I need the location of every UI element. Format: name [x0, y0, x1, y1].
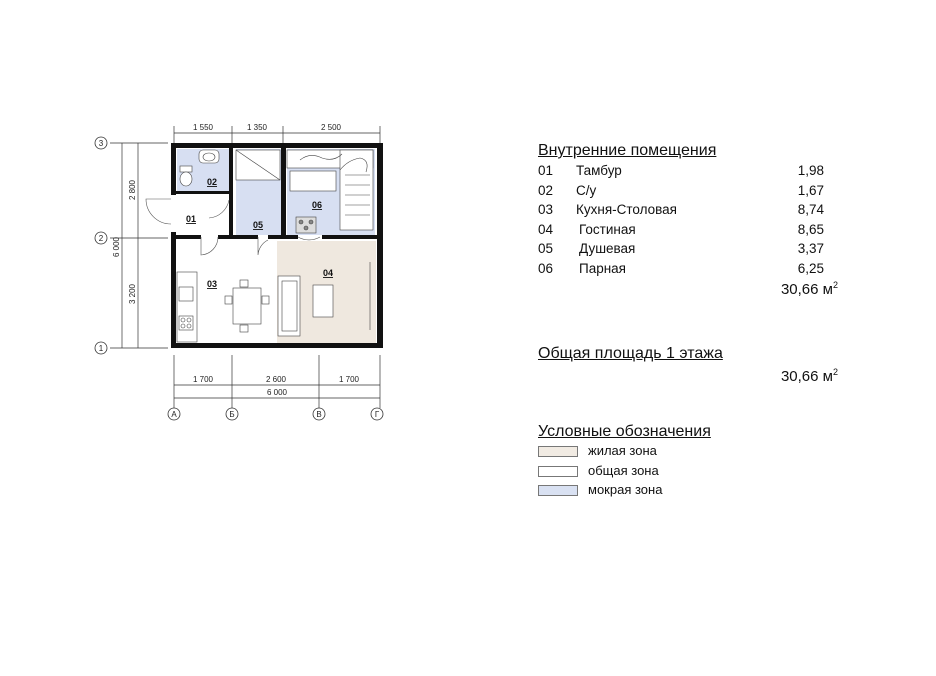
- dim-bottom-3: 1 700: [338, 375, 360, 384]
- floor-total-value: 30,66 м: [780, 368, 833, 385]
- axis-label-b: Б: [229, 410, 235, 419]
- axis-label-3: 3: [98, 139, 104, 148]
- room-area: 3,37: [797, 241, 824, 257]
- legend-swatch-living: [538, 446, 578, 457]
- room-name: С/у: [576, 182, 597, 198]
- axis-label-g: Г: [374, 410, 380, 419]
- dim-top-3: 2 500: [320, 123, 342, 132]
- room-label-06: 06: [312, 200, 323, 210]
- axis-label-1: 1: [98, 344, 104, 353]
- legend-swatch-wet: [538, 485, 578, 496]
- room-name: Парная: [579, 260, 626, 276]
- legend-item: [538, 461, 838, 481]
- room-number: 06: [538, 260, 554, 276]
- room-number: 04: [538, 221, 554, 237]
- legend-swatch-common: [538, 466, 578, 477]
- rooms-total-value: 30,66 м: [780, 281, 833, 298]
- room-area: 8,74: [797, 202, 824, 218]
- dim-bottom-2: 2 600: [265, 375, 287, 384]
- floor-panel: [538, 345, 838, 385]
- room-area: 1,98: [797, 163, 824, 178]
- kitchen-fixtures: [177, 272, 269, 342]
- rooms-total-area: [781, 280, 838, 298]
- room-number: 02: [538, 182, 554, 198]
- legend-label: жилая зона: [588, 443, 657, 458]
- room-number: 01: [538, 163, 554, 178]
- dim-left-1: 2 800: [128, 179, 137, 201]
- room-label-05: 05: [253, 220, 264, 230]
- dim-top-2: 1 350: [246, 123, 268, 132]
- legend-label: мокрая зона: [588, 482, 663, 497]
- floor-heading: Общая площадь 1 этажа: [538, 345, 723, 362]
- axis-label-v: В: [316, 410, 322, 419]
- room-area: 6,25: [797, 260, 824, 276]
- room-name: Тамбур: [576, 163, 622, 178]
- rooms-heading: Внутренние помещения: [538, 142, 717, 159]
- dim-top-1: 1 550: [192, 123, 214, 132]
- room-area: 8,65: [797, 221, 824, 237]
- legend-panel: [538, 423, 838, 500]
- dim-left-2: 3 200: [128, 283, 137, 305]
- room-row: [538, 220, 838, 240]
- room-label-03: 03: [207, 279, 218, 289]
- legend-heading: Условные обозначения: [538, 423, 711, 440]
- dim-left-total: 6 000: [112, 236, 121, 258]
- floor-plan: [0, 0, 400, 430]
- room-number: 03: [538, 202, 554, 218]
- rooms-panel: [538, 142, 838, 298]
- rooms-total-unit-sup: 2: [832, 280, 838, 290]
- rooms-list: [538, 161, 838, 279]
- room-area: 1,67: [797, 182, 824, 198]
- room-row: [538, 239, 838, 259]
- room-name: Душевая: [579, 241, 636, 257]
- room-row: [538, 259, 838, 279]
- axis-label-a: А: [171, 410, 177, 419]
- room-label-04: 04: [323, 268, 334, 278]
- floor-total-unit-sup: 2: [832, 367, 838, 377]
- room-name: Кухня-Столовая: [576, 202, 677, 218]
- room-label-02: 02: [207, 177, 218, 187]
- legend-item: [538, 441, 838, 461]
- room-row: [538, 181, 838, 201]
- legend-label: общая зона: [588, 462, 659, 478]
- room-name: Гостиная: [579, 221, 636, 237]
- legend-item: [538, 480, 838, 500]
- floor-total-area: [781, 367, 838, 385]
- room-label-01: 01: [186, 214, 197, 224]
- shower-fixture: [236, 150, 280, 180]
- dim-bottom-total: 6 000: [266, 388, 288, 397]
- axis-label-2: 2: [98, 234, 104, 243]
- room-number: 05: [538, 241, 554, 257]
- room-row: [538, 161, 838, 181]
- room-row: [538, 200, 838, 220]
- dim-bottom-1: 1 700: [192, 375, 214, 384]
